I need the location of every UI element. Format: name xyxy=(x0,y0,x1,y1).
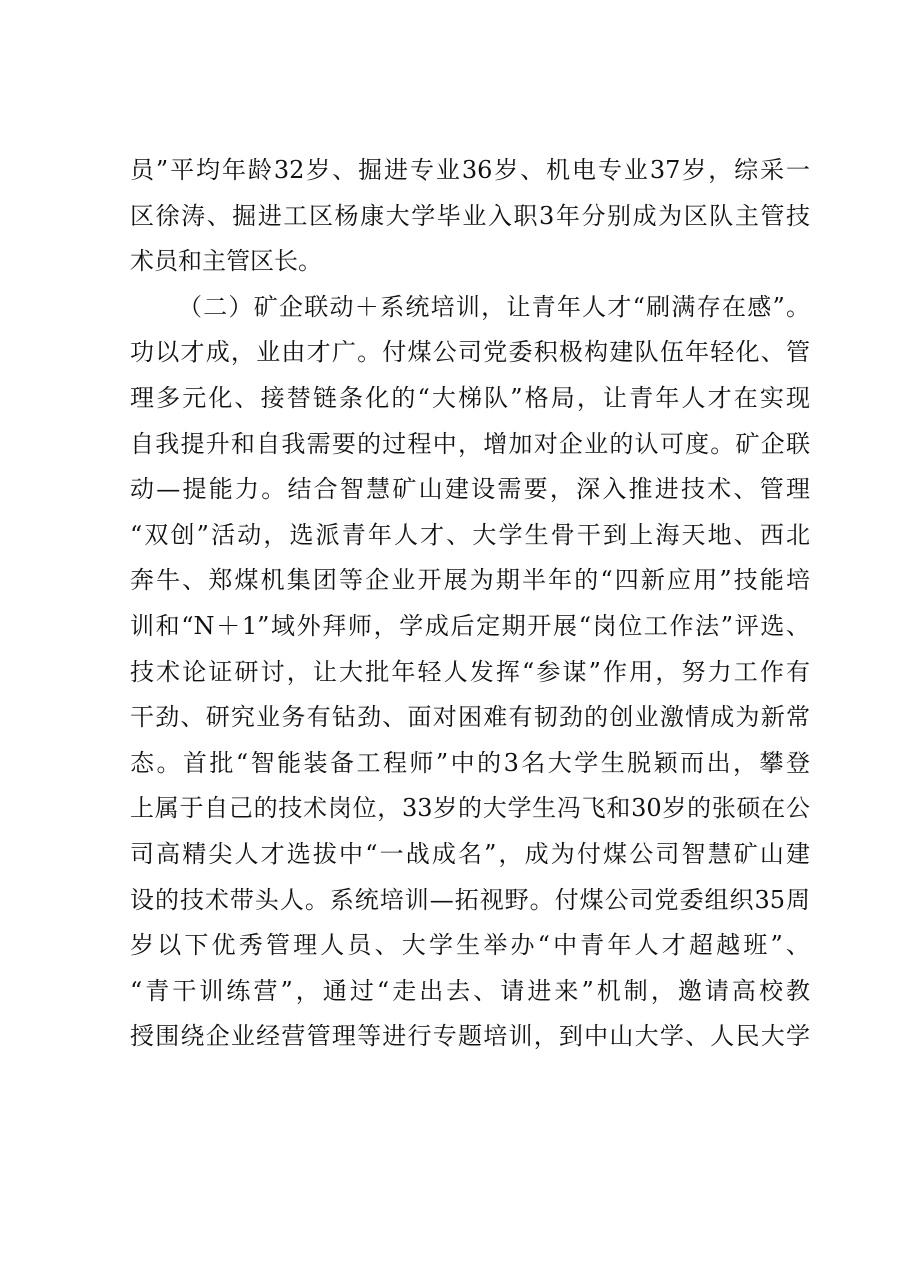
text-line: 区徐涛、掘进工区杨康大学毕业入职3年分别成为区队主管技 xyxy=(130,201,810,230)
text-line: 上属于自己的技术岗位，33岁的大学生冯飞和30岁的张硕在公 xyxy=(130,794,810,823)
text-line: 术员和主管区长。 xyxy=(130,247,322,276)
text-line: 训和“N＋1”域外拜师，学成后定期开展“岗位工作法”评选、 xyxy=(130,611,810,640)
text-line: （二）矿企联动＋系统培训，让青年人才“刷满存在感”。 xyxy=(178,292,810,321)
text-line: 干劲、研究业务有钻劲、面对困难有韧劲的创业激情成为新常 xyxy=(130,703,810,732)
text-line: 理多元化、接替链条化的“大梯队”格局，让青年人才在实现 xyxy=(130,383,810,412)
body-text xyxy=(130,148,810,1060)
text-line: 技术论证研讨，让大批年轻人发挥“参谋”作用，努力工作有 xyxy=(130,657,810,686)
text-line: 司高精尖人才选拔中“一战成名”，成为付煤公司智慧矿山建 xyxy=(130,839,810,868)
text-line: “双创”活动，选派青年人才、大学生骨干到上海天地、西北 xyxy=(130,520,810,549)
text-line: 自我提升和自我需要的过程中，增加对企业的认可度。矿企联 xyxy=(130,429,810,458)
text-line: 岁以下优秀管理人员、大学生举办“中青年人才超越班”、 xyxy=(130,931,810,960)
text-line: 奔牛、郑煤机集团等企业开展为期半年的“四新应用”技能培 xyxy=(130,566,810,595)
text-line: 动—提能力。结合智慧矿山建设需要，深入推进技术、管理 xyxy=(130,475,810,504)
text-line: 员”平均年龄32岁、掘进专业36岁、机电专业37岁，综采一 xyxy=(130,156,810,184)
text-line: “青干训练营”，通过“走出去、请进来”机制，邀请高校教 xyxy=(130,976,810,1005)
text-line: 态。首批“智能装备工程师”中的3名大学生脱颖而出，攀登 xyxy=(130,748,810,777)
text-line: 设的技术带头人。系统培训—拓视野。付煤公司党委组织35周 xyxy=(130,885,810,914)
text-line: 授围绕企业经营管理等进行专题培训，到中山大学、人民大学 xyxy=(130,1022,810,1051)
text-line: 功以才成，业由才广。付煤公司党委积极构建队伍年轻化、管 xyxy=(130,338,810,367)
